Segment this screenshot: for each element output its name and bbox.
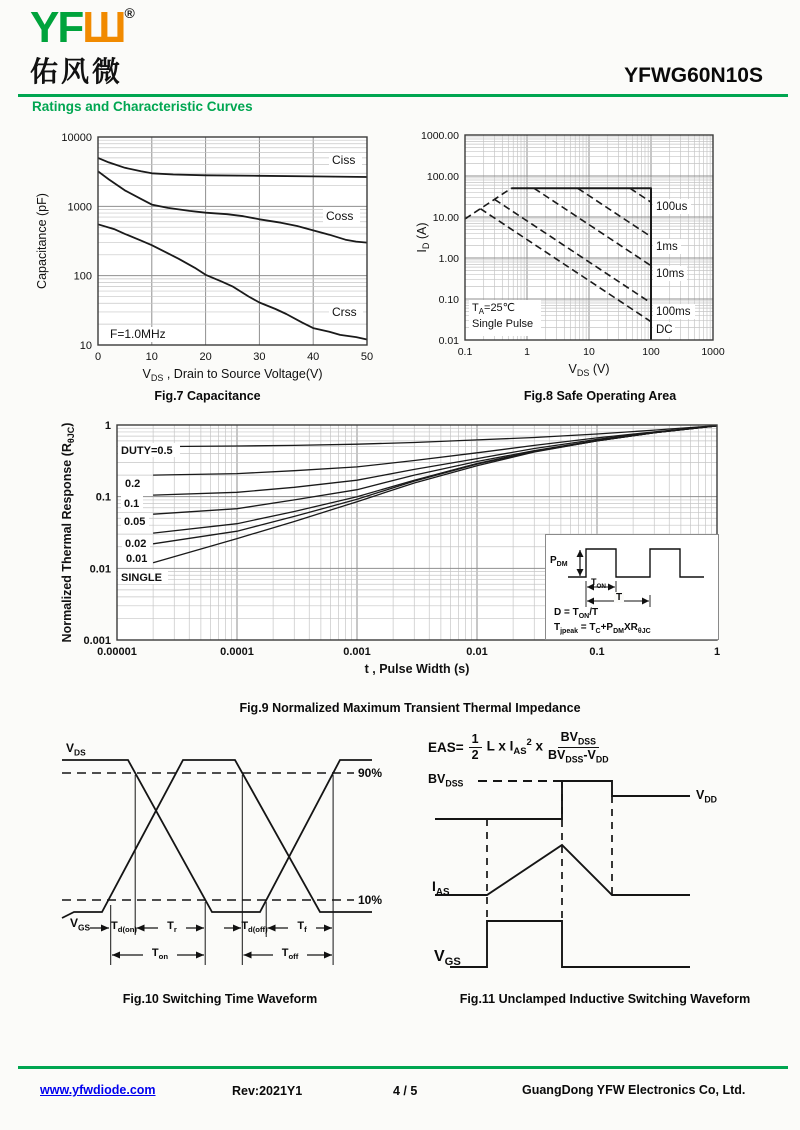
svg-text:DC: DC bbox=[656, 324, 673, 336]
section-title: Ratings and Characteristic Curves bbox=[32, 99, 253, 114]
svg-text:Ciss: Ciss bbox=[332, 153, 356, 167]
td-on-label: $T_{d(on)}$ bbox=[111, 920, 137, 935]
registered-trademark-icon: ® bbox=[124, 5, 133, 21]
svg-text:0.2: 0.2 bbox=[125, 478, 141, 490]
svg-text:1: 1 bbox=[713, 646, 721, 658]
logo-w-mark: Ш bbox=[82, 3, 125, 52]
svg-text:0.00001: 0.00001 bbox=[97, 646, 137, 658]
company-name: GuangDong YFW Electronics Co, Ltd. bbox=[522, 1083, 746, 1097]
svg-text:10000: 10000 bbox=[61, 132, 92, 144]
svg-text:0.1: 0.1 bbox=[457, 346, 473, 358]
svg-text:0.1: 0.1 bbox=[589, 646, 605, 658]
eas-mid: L x $I_{AS}^2$ x bbox=[486, 736, 544, 758]
svg-text:Coss: Coss bbox=[326, 209, 354, 223]
svg-text:0.01: 0.01 bbox=[438, 335, 459, 347]
svg-text:VDS (V): $V_{DS}$ (V) bbox=[568, 362, 610, 378]
switching-waveform-svg bbox=[40, 735, 400, 985]
svg-text:0.0001: 0.0001 bbox=[220, 646, 254, 658]
fig9-caption: Fig.9 Normalized Maximum Transient Thermal Impedance bbox=[239, 701, 581, 715]
svg-text:1ms: 1ms bbox=[656, 241, 678, 253]
duty-cycle-inset bbox=[545, 534, 719, 640]
svg-text:VDS , Drain to Source Voltage(: $V_{DS}$ , Drain to Source Voltage(V) bbox=[142, 367, 323, 383]
tjpeak-formula: $T_{jpeak} = T_C+P_{DM}XR_{\theta JC}$ bbox=[554, 622, 651, 635]
svg-text:0.001: 0.001 bbox=[83, 635, 111, 647]
svg-text:1: 1 bbox=[104, 420, 111, 432]
ton-label: $T_{on}$ bbox=[143, 947, 177, 961]
fig7-caption: Fig.7 Capacitance bbox=[154, 389, 261, 403]
svg-text:DUTY=0.5: DUTY=0.5 bbox=[121, 445, 173, 457]
header-rule bbox=[18, 94, 788, 97]
period-label: T bbox=[616, 592, 623, 603]
duty-formula: $D = T_{ON}/T$ bbox=[554, 607, 599, 620]
svg-text:ID (A): $I_D$ (A) bbox=[415, 222, 431, 253]
bvdss-label: $BV_{DSS}$ bbox=[428, 772, 464, 789]
toff-label: $T_{off}$ bbox=[273, 947, 307, 961]
svg-text:1000: 1000 bbox=[67, 201, 92, 214]
svg-text:F=1.0MHz: F=1.0MHz bbox=[110, 327, 166, 341]
part-number: YFWG60N10S bbox=[624, 64, 763, 87]
header-logo bbox=[30, 3, 133, 90]
fig7-capacitance-chart bbox=[30, 128, 385, 386]
website-link-wrap bbox=[40, 1083, 156, 1097]
logo-yf-text: YF bbox=[30, 3, 83, 52]
svg-text:20: 20 bbox=[199, 351, 212, 363]
fig11-uis-diagram bbox=[420, 728, 790, 983]
svg-text:Normalized Thermal Response (R: Normalized Thermal Response $(R_{\theta JC})$ bbox=[60, 422, 76, 643]
pdm-label: $P_{DM}$ bbox=[550, 555, 568, 568]
svg-text:0.1: 0.1 bbox=[95, 491, 111, 504]
svg-text:100ms: 100ms bbox=[656, 306, 691, 318]
ias-label: $I_{AS}$ bbox=[432, 878, 450, 898]
eas-frac-bv: $\frac{BV_{DSS}}{BV_{DSS}-V_{DD}}$ bbox=[548, 730, 609, 765]
fig8-caption: Fig.8 Safe Operating Area bbox=[523, 389, 677, 403]
svg-text:Crss: Crss bbox=[332, 305, 357, 319]
svg-text:10.00: 10.00 bbox=[432, 212, 459, 224]
svg-text:1000: 1000 bbox=[701, 346, 725, 358]
svg-text:100: 100 bbox=[73, 270, 92, 283]
svg-text:1000.00: 1000.00 bbox=[421, 130, 459, 142]
svg-text:Capacitance (pF): Capacitance (pF) bbox=[35, 193, 49, 289]
svg-text:0.10: 0.10 bbox=[438, 294, 459, 306]
logo-wordmark bbox=[30, 3, 133, 52]
fig10-caption: Fig.10 Switching Time Waveform bbox=[122, 992, 318, 1006]
td-off-label: $T_{d(off)}$ bbox=[241, 920, 268, 935]
eas-frac-half: $\frac{1}{2}$ bbox=[469, 732, 482, 762]
svg-text:10: 10 bbox=[583, 346, 595, 358]
svg-text:SINGLE: SINGLE bbox=[121, 572, 162, 584]
svg-text:100.00: 100.00 bbox=[426, 171, 459, 183]
svg-text:0: 0 bbox=[94, 351, 102, 363]
svg-text:100: 100 bbox=[642, 346, 660, 358]
svg-text:10: 10 bbox=[145, 351, 158, 363]
svg-text:0.001: 0.001 bbox=[343, 646, 371, 658]
footer-rule bbox=[18, 1066, 788, 1069]
fig9-thermal-impedance-chart bbox=[55, 408, 765, 693]
svg-text:1.00: 1.00 bbox=[438, 253, 459, 265]
uis-waveform-svg bbox=[420, 728, 790, 983]
svg-text:0.01: 0.01 bbox=[466, 646, 488, 658]
svg-text:10ms: 10ms bbox=[656, 268, 685, 280]
website-link[interactable]: www.yfwdiode.com bbox=[40, 1083, 156, 1097]
vgs-label: $V_{GS}$ bbox=[434, 948, 461, 969]
svg-text:50: 50 bbox=[360, 351, 374, 363]
page-number: 4 / 5 bbox=[393, 1084, 418, 1098]
svg-text:1: 1 bbox=[524, 346, 530, 358]
svg-text:0.05: 0.05 bbox=[124, 516, 146, 528]
fig8-soa-chart bbox=[410, 125, 790, 387]
svg-text:10: 10 bbox=[79, 340, 92, 352]
svg-text:Single Pulse: Single Pulse bbox=[472, 318, 534, 330]
vgs-label: $V_{GS}$ bbox=[70, 916, 91, 933]
fig11-caption: Fig.11 Unclamped Inductive Switching Waveform bbox=[459, 992, 751, 1006]
fig10-switching-diagram bbox=[40, 735, 400, 985]
svg-text:0.02: 0.02 bbox=[125, 538, 147, 550]
vds-label: $V_{DS}$ bbox=[66, 741, 86, 758]
vdd-label: $V_{DD}$ bbox=[696, 788, 717, 805]
ton-label: $T_{ON}$ bbox=[591, 577, 606, 590]
revision-text: Rev:2021Y1 bbox=[232, 1084, 303, 1098]
svg-text:100us: 100us bbox=[656, 201, 688, 213]
svg-text:40: 40 bbox=[307, 351, 320, 363]
svg-text:t , Pulse Width (s): t , Pulse Width (s) bbox=[364, 662, 470, 676]
tf-label: $T_f$ bbox=[288, 920, 316, 934]
svg-text:0.1: 0.1 bbox=[124, 498, 140, 510]
eas-lhs: EAS= bbox=[428, 739, 464, 755]
svg-text:0.01: 0.01 bbox=[126, 553, 148, 565]
pct10-label: 10% bbox=[358, 893, 383, 907]
tr-label: $T_r$ bbox=[158, 920, 186, 934]
pct90-label: 90% bbox=[358, 766, 383, 780]
svg-text:30: 30 bbox=[253, 351, 266, 363]
svg-text:0.01: 0.01 bbox=[89, 563, 111, 576]
svg-text:TA=25℃: $T_A=25℃$ bbox=[472, 302, 516, 316]
logo-chinese-text: 佑风微 bbox=[30, 56, 124, 87]
